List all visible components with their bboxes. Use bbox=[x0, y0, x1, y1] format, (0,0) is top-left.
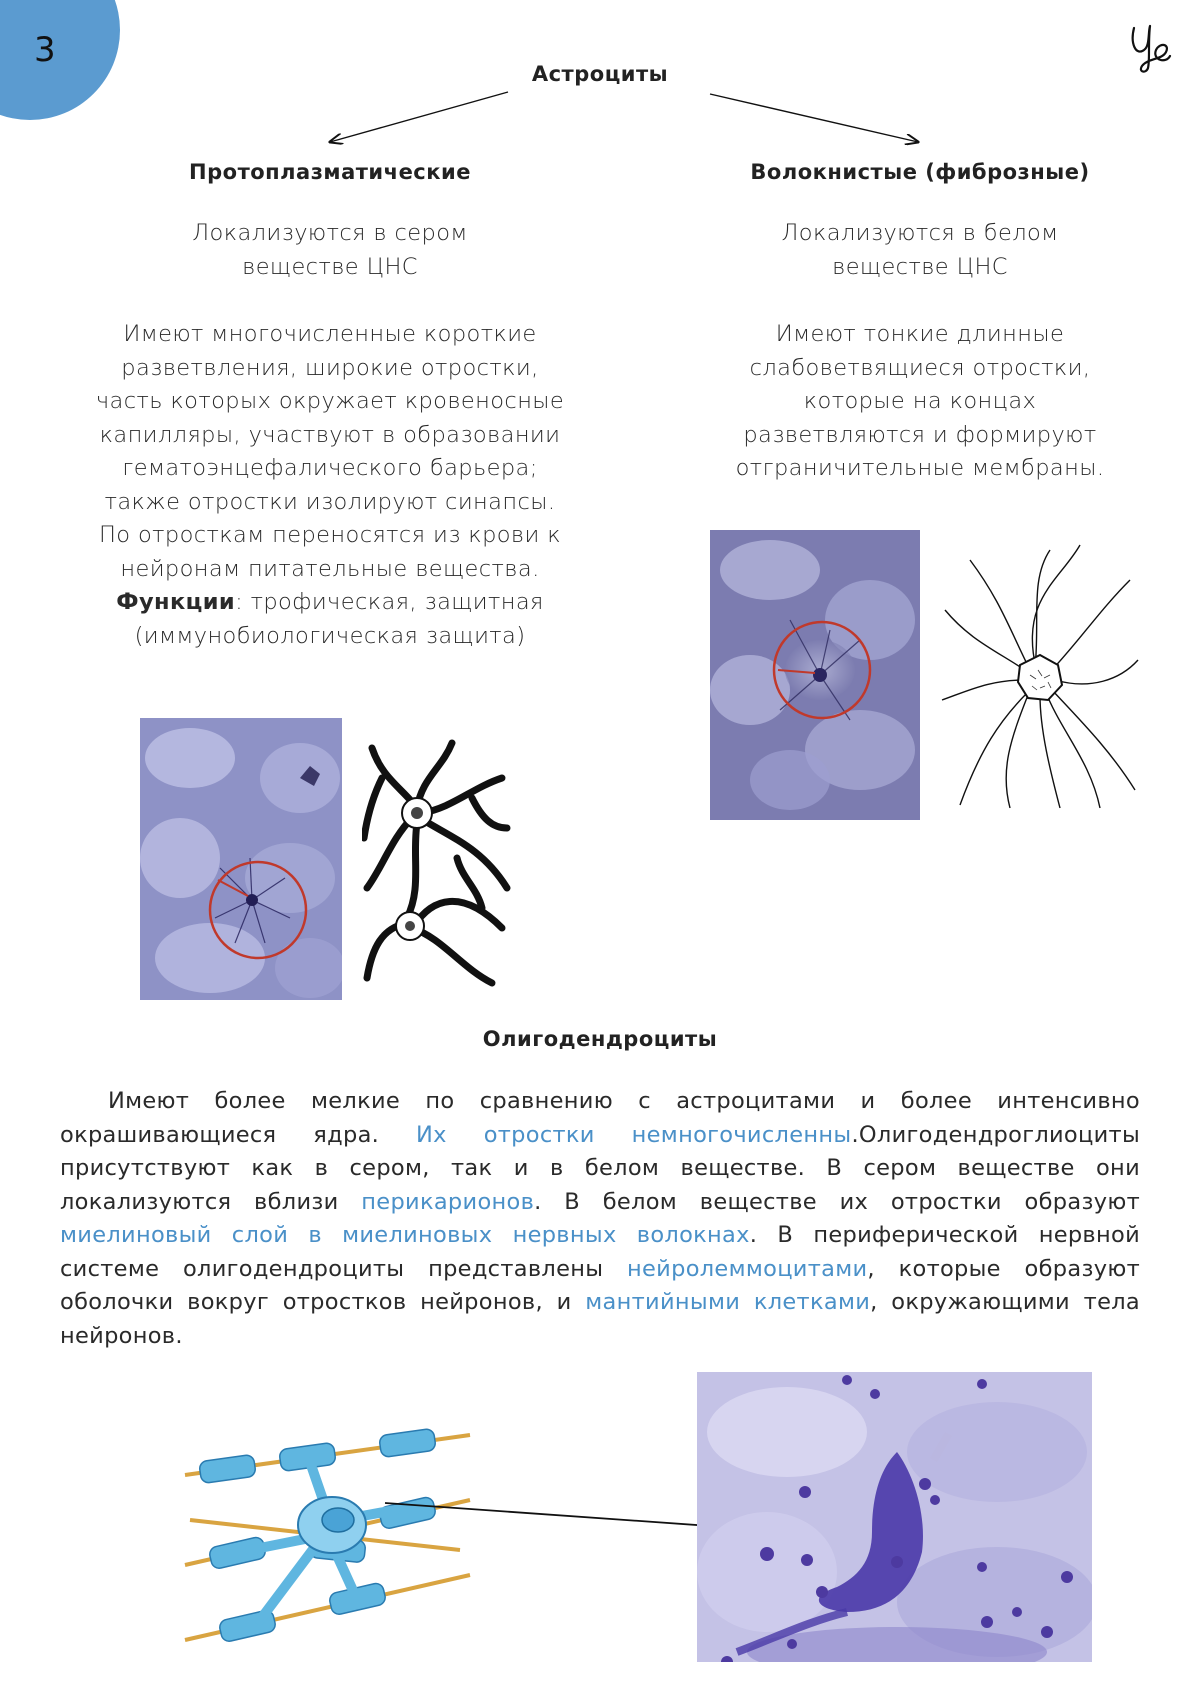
protoplasmic-description: Имеют многочисленные короткие разветвления, широкие отростки, часть которых окружает кровеносные капилляры, участвуют в образовании гематоэнцефалического барьера; также отростки изолируют синапсы. По отросткам переносятся из крови к нейронам питательные вещества. Функции: трофическая, защитная (иммунобиологическая защита) bbox=[95, 321, 565, 649]
fibrous-description: Имеют тонкие длинные слабоветвящиеся отростки, которые на концах разветвляются и формируют отграничительные мембраны. bbox=[735, 321, 1105, 481]
fibrous-heading: Волокнистые (фиброзные) bbox=[750, 160, 1090, 184]
oligodendrocytes-title: Олигодендроциты bbox=[482, 1027, 718, 1051]
highlight-neurolemmocytes: нейролеммоцитами bbox=[627, 1255, 868, 1282]
astrocytes-title: Астроциты bbox=[531, 62, 669, 86]
highlight-mantle-cells: мантийными клетками bbox=[585, 1289, 871, 1315]
functions-label: Функции bbox=[116, 589, 236, 615]
highlight-processes: Их отростки немногочисленны bbox=[416, 1121, 852, 1148]
page-number: 3 bbox=[34, 30, 56, 70]
oligodendrocytes-paragraph: Имеют более мелкие по сравнению с астроцитами и более интенсивно окрашивающиеся ядра. Их отростки немногочисленны.Олигодендроглиоциты присутствуют как в сером, так и в белом веществе. В сером веществе они локализуются вблизи перикарионов. В белом веществе их отростки образуют миелиновый слой в миелиновых нервных волокнах. В периферической нервной системе олигодендроциты представлены нейролеммоцитами, которые образуют оболочки вокруг отростков нейронов, и мантийными клетками, окружающими тела нейронов. bbox=[60, 1088, 1141, 1349]
highlight-myelin-layer: миелиновый слой в миелиновых нервных волокнах bbox=[60, 1222, 750, 1248]
oligodendrocyte-micrograph bbox=[697, 1372, 1092, 1662]
protoplasmic-heading: Протоплазматические bbox=[189, 160, 471, 184]
fibrous-location: Локализуются в белом веществе ЦНС bbox=[781, 220, 1059, 280]
highlight-perikaryons: перикарионов bbox=[361, 1188, 535, 1215]
protoplasmic-location: Локализуются в сером веществе ЦНС bbox=[192, 220, 468, 280]
